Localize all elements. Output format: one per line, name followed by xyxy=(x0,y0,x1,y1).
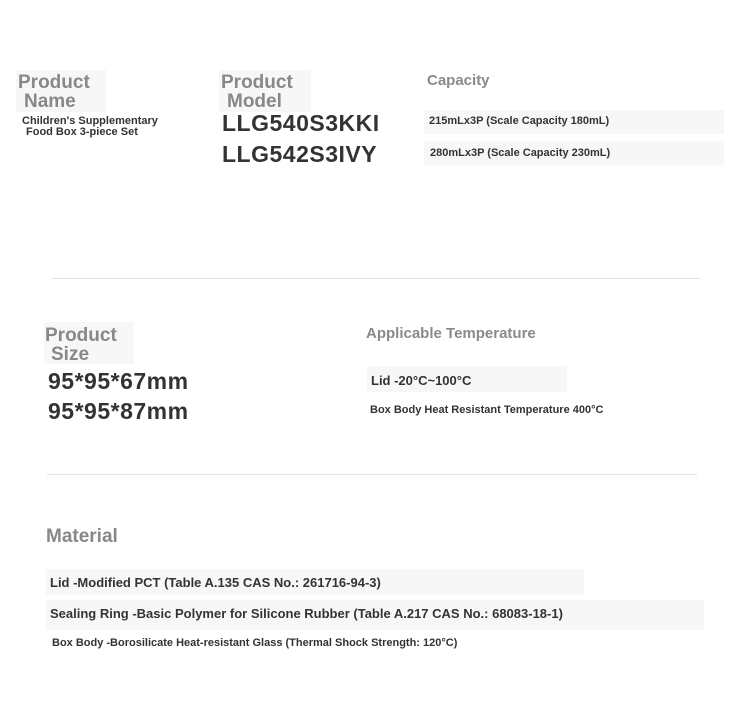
temperature-box-body: Box Body Heat Resistant Temperature 400°C xyxy=(370,404,604,416)
product-model-heading-line2: Model xyxy=(227,91,282,112)
capacity-value-2: 280mLx3P (Scale Capacity 230mL) xyxy=(430,147,611,159)
section-divider-2 xyxy=(47,474,697,475)
section-divider-1 xyxy=(52,278,700,279)
capacity-heading: Capacity xyxy=(427,72,490,89)
product-size-heading-line1: Product xyxy=(45,325,117,346)
material-item-3: Box Body -Borosilicate Heat-resistant Glass (Thermal Shock Strength: 120°C) xyxy=(52,637,458,649)
product-name-value-line2: Food Box 3-piece Set xyxy=(26,126,138,138)
product-size-value-1: 95*95*67mm xyxy=(48,368,189,394)
product-model-value-2: LLG542S3IVY xyxy=(222,141,378,167)
product-name-value-line1: Children's Supplementary xyxy=(22,115,158,127)
capacity-value-1: 215mLx3P (Scale Capacity 180mL) xyxy=(429,115,610,127)
product-model-value-1: LLG540S3KKI xyxy=(222,110,380,136)
material-item-2: Sealing Ring -Basic Polymer for Silicone Rubber (Table A.217 CAS No.: 68083-18-1) xyxy=(50,606,563,621)
product-size-heading-line2: Size xyxy=(51,344,90,365)
product-name-heading-line2: Name xyxy=(24,91,76,112)
product-name-heading-line1: Product xyxy=(18,72,90,93)
temperature-lid: Lid -20°C~100°C xyxy=(371,373,472,388)
product-model-heading-line1: Product xyxy=(221,72,293,93)
temperature-heading: Applicable Temperature xyxy=(366,325,536,342)
material-item-1: Lid -Modified PCT (Table A.135 CAS No.: 261716-94-3) xyxy=(50,575,381,590)
product-size-value-2: 95*95*87mm xyxy=(48,398,189,424)
material-heading: Material xyxy=(46,526,118,547)
